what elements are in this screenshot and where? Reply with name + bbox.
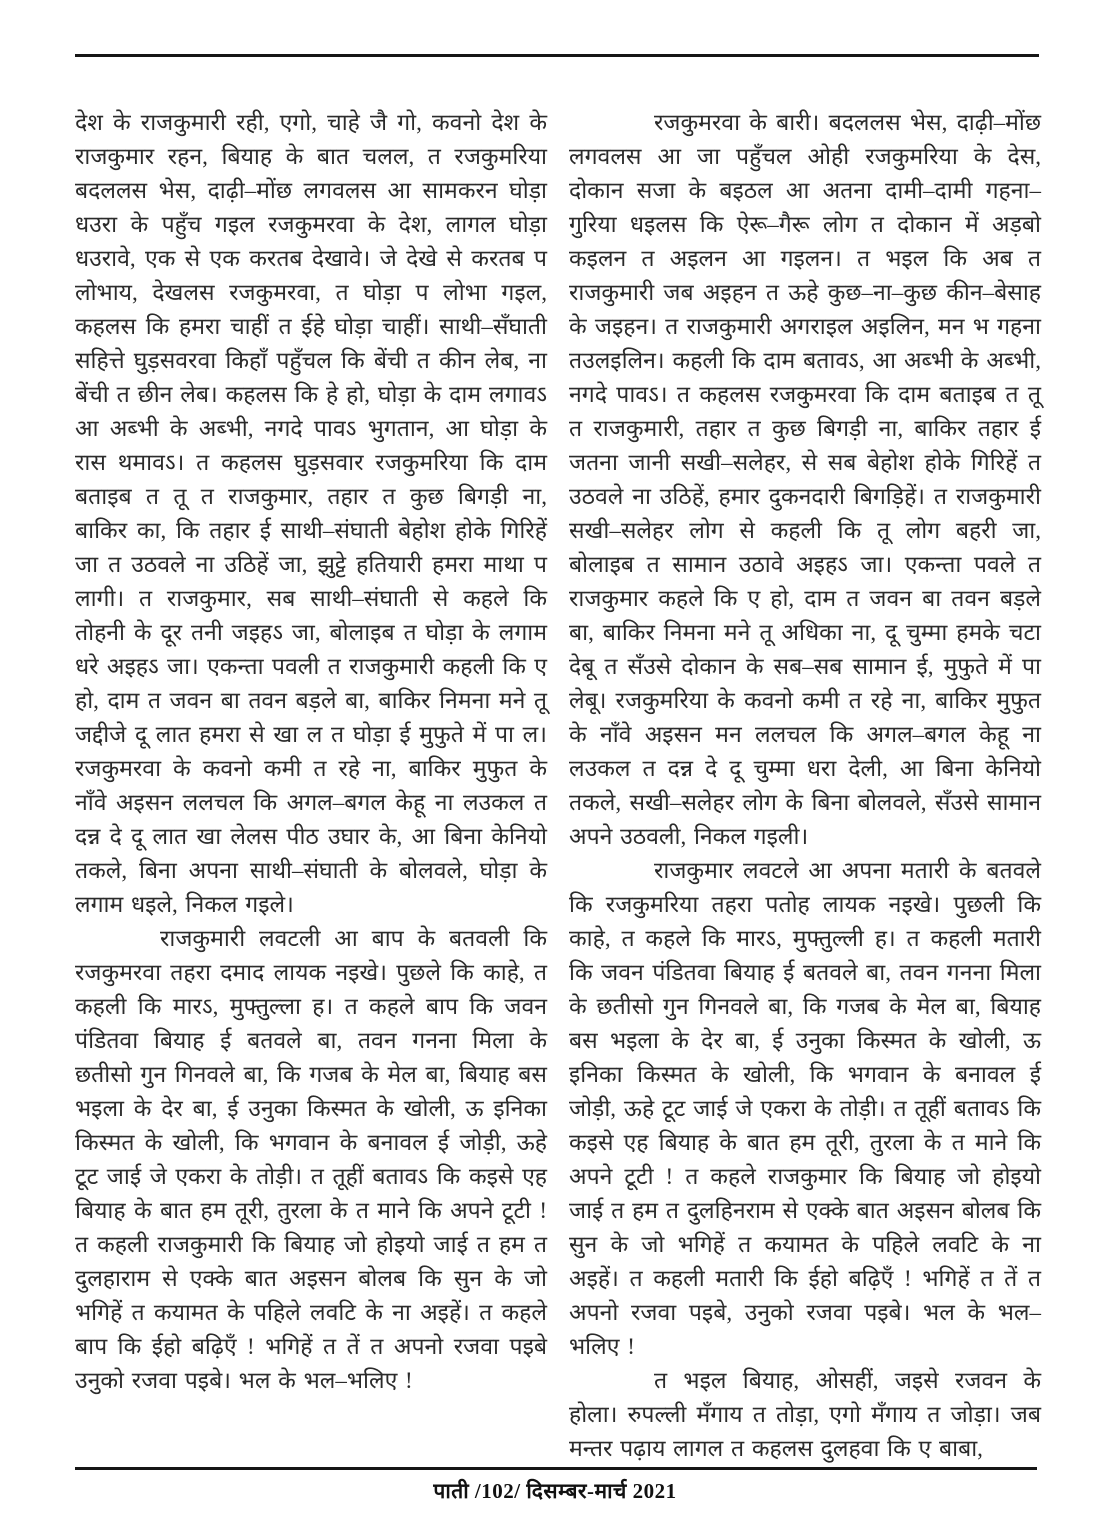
top-rule xyxy=(75,54,1039,57)
paragraph: राजकुमार लवटले आ अपना मतारी के बतवले कि रजकुमरिया तहरा पतोह लायक नइखे। पुछली कि काहे, त कहले कि मारऽ, मुफ्तुल्ली ह। त कहली मतारी कि जवन पंडितवा बियाह ई बतवले बा, तवन गनना मिला के छतीसो गुन गिनवले बा, कि गजब के मेल बा, बियाह बस भइला के देर बा, ई उनुका किस्मत के खोली, ऊ इनिका किस्मत के खोली, कि भगवान के बनावल ई जोड़ी, ऊहे टूट जाई जे एकरा के तोड़ी। त तूहीं बतावऽ कि कइसे एह बियाह के बात हम तूरी, तुरला के त माने कि अपने टूटी ! त कहले राजकुमार कि बियाह जो होइयो जाई त हम त दुलहिनराम से एक्के बात अइसन बोलब कि सुन के जो भगिहें त कयामत के पहिले लवटि के ना अइहें। त कहली मतारी कि ईहो बढ़िएँ ! भगिहें त तें त अपनो रजवा पइबे, उनुको रजवा पइबे। भल के भल–भलिए ! xyxy=(569,858,1041,1359)
text-column-left xyxy=(75,106,547,1466)
footer-rule xyxy=(75,1467,1037,1470)
page-footer: पाती /102/ दिसम्बर-मार्च 2021 xyxy=(433,1479,677,1503)
paragraph: राजकुमारी लवटली आ बाप के बतवली कि रजकुमरवा तहरा दमाद लायक नइखे। पुछले कि काहे, त कहली कि मारऽ, मुफ्तुल्ला ह। त कहले बाप कि जवन पंडितवा बियाह ई बतवले बा, तवन गनना मिला के छतीसो गुन गिनवले बा, कि गजब के मेल बा, बियाह बस भइला के देर बा, ई उनुका किस्मत के खोली, ऊ इनिका किस्मत के खोली, कि भगवान के बनावल ई जोड़ी, ऊहे टूट जाई जे एकरा के तोड़ी। त तूहीं बतावऽ कि कइसे एह बियाह के बात हम तूरी, तुरला के त माने कि अपने टूटी ! त कहली राजकुमारी कि बियाह जो होइयो जाई त हम त दुलहाराम से एक्के बात अइसन बोलब कि सुन के जो भगिहें त कयामत के पहिले लवटि के ना अइहें। त कहले बाप कि ईहो बढ़िएँ ! भगिहें त तें त अपनो रजवा पइबे उनुको रजवा पइबे। भल के भल–भलिए ! xyxy=(75,926,547,1393)
paragraph: रजकुमरवा के बारी। बदललस भेस, दाढ़ी–मोंछ लगवलस आ जा पहुँचल ओही रजकुमरिया के देस, दोकान सजा के बइठल आ अतना दामी–दामी गहना–गुरिया धइलस कि ऐरू–गैरू लोग त दोकान में अड़बो कइलन त अइलन आ गइलन। त भइल कि अब त राजकुमारी जब अइहन त ऊहे कुछ–ना–कुछ कीन–बेसाह के जइहन। त राजकुमारी अगराइल अइलिन, मन भ गहना तउलइलिन। कहली कि दाम बतावऽ, आ अब्भी के अब्भी, नगदे पावऽ। त कहलस रजकुमरवा कि दाम बताइब त तू त राजकुमारी, तहार त कुछ बिगड़ी ना, बाकिर तहार ई जतना जानी सखी–सलेहर, से सब बेहोश होके गिरिहें त उठवले ना उठिहें, हमार दुकनदारी बिगड़िहें। त राजकुमारी सखी–सलेहर लोग से कहली कि तू लोग बहरी जा, बोलाइब त सामान उठावे अइहऽ जा। एकन्ता पवले त राजकुमार कहले कि ए हो, दाम त जवन बा तवन बड़ले बा, बाकिर निमना मने तू अधिका ना, दू चुम्मा हमके चटा देबू त सँउसे दोकान के सब–सब सामान ई, मुफुते में पा लेबू। रजकुमरिया के कवनो कमी त रहे ना, बाकिर मुफुत के नाँवे अइसन मन ललचल कि अगल–बगल केहू ना लउकल त दन्न दे दू चुम्मा धरा देली, आ बिना केनियो तकले, सखी–सलेहर लोग के बिना बोलवले, सँउसे सामान अपने उठवली, निकल गइली। xyxy=(569,110,1041,849)
paragraph: त भइल बियाह, ओसहीं, जइसे रजवन के होला। रुपल्ली मँगाय त तोड़ा, एगो मँगाय त जोड़ा। जब मन्तर पढ़ाय लागल त कहलस दुलहवा कि ए बाबा, xyxy=(569,1368,1041,1461)
article-body xyxy=(75,106,1041,1466)
text-column-right xyxy=(569,106,1041,1466)
paragraph: देश के राजकुमारी रही, एगो, चाहे जै गो, कवनो देश के राजकुमार रहन, बियाह के बात चलल, त रजकुमरिया बदललस भेस, दाढ़ी–मोंछ लगवलस आ सामकरन घोड़ा धउरा के पहुँच गइल रजकुमरवा के देश, लागल घोड़ा धउरावे, एक से एक करतब देखावे। जे देखे से करतब प लोभाय, देखलस रजकुमरवा, त घोड़ा प लोभा गइल, कहलस कि हमरा चाहीं त ईहे घोड़ा चाहीं। साथी–सँघाती सहित्ते घुड़सवरवा किहाँ पहुँचल कि बेंची त कीन लेब, ना बेंची त छीन लेब। कहलस कि हे हो, घोड़ा के दाम लगावऽ आ अब्भी के अब्भी, नगदे पावऽ भुगतान, आ घोड़ा के रास थमावऽ। त कहलस घुड़सवार रजकुमरिया कि दाम बताइब त तू त राजकुमार, तहार त कुछ बिगड़ी ना, बाकिर का, कि तहार ई साथी–संघाती बेहोश होके गिरिहें जा त उठवले ना उठिहें जा, झुट्टे हतियारी हमरा माथा प लागी। त राजकुमार, सब साथी–संघाती से कहले कि तोहनी के दूर तनी जइहऽ जा, बोलाइब त घोड़ा के लगाम धरे अइहऽ जा। एकन्ता पवली त राजकुमारी कहली कि ए हो, दाम त जवन बा तवन बड़ले बा, बाकिर निमना मने तू जद्दीजे दू लात हमरा से खा ल त घोड़ा ई मुफुते में पा ल। रजकुमरवा के कवनो कमी त रहे ना, बाकिर मुफुत के नाँवे अइसन ललचल कि अगल–बगल केहू ना लउकल त दन्न दे दू लात खा लेलस पीठ उघार के, आ बिना केनियो तकले, बिना अपना साथी–संघाती के बोलवले, घोड़ा के लगाम धइले, निकल गइले। xyxy=(75,110,547,917)
